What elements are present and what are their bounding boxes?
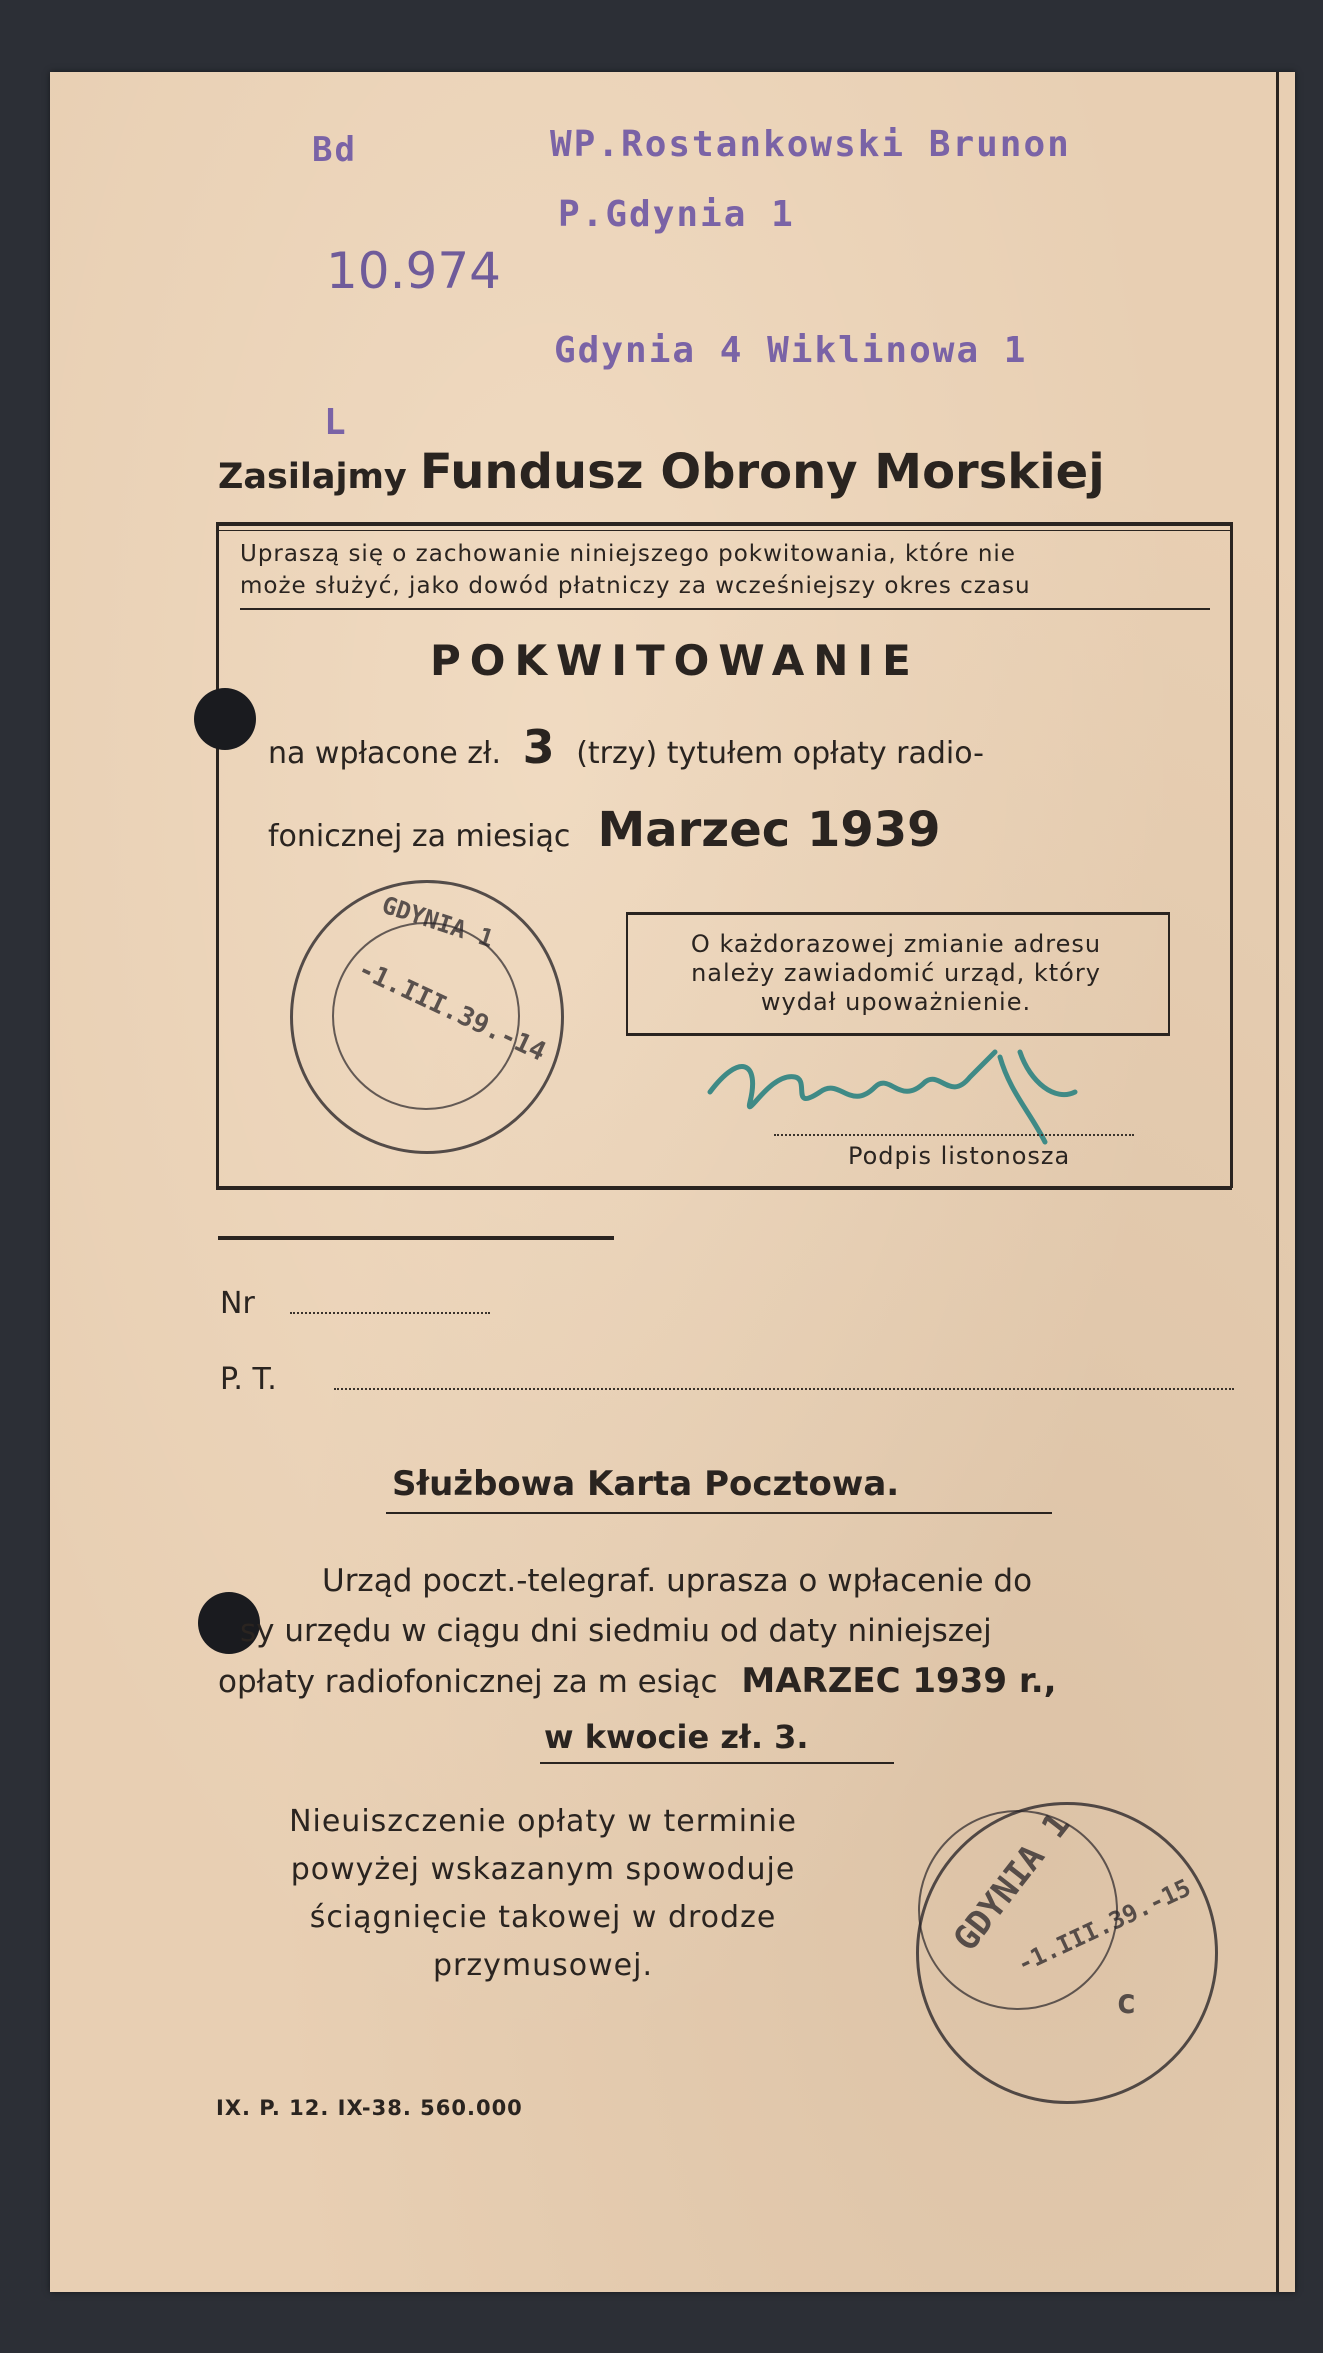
card-body-line3-text: opłaty radiofonicznej za m esiąc [218, 1664, 718, 1700]
pt-label: P. T. [220, 1362, 277, 1397]
office-code: Bd [312, 130, 357, 170]
receipt-month-line [268, 802, 941, 858]
receipt-notice-line2: może służyć, jako dowód płatniczy za wcześniejszy okres czasu [240, 573, 1031, 599]
card-body-line3 [218, 1656, 1268, 1707]
postmark-card-place: GDYNIA 1 [945, 1805, 1079, 1959]
category-letter: L [324, 402, 348, 443]
nr-label: Nr [220, 1286, 255, 1321]
card-body-month: MARZEC 1939 r., [741, 1661, 1057, 1701]
card-divider [218, 1236, 614, 1240]
receipt-paid-label: na wpłacone zł. [268, 736, 502, 771]
receipt-title: POKWITOWANIE [430, 636, 920, 685]
card-warning-line4: przymusowej. [433, 1948, 653, 1983]
slogan-prefix: Zasilajmy [218, 457, 407, 497]
receipt-fee-label: (trzy) tytułem opłaty radio- [576, 736, 984, 771]
recipient-name: WP.Rostankowski Brunon [550, 124, 1071, 165]
card-amount: w kwocie zł. 3. [544, 1718, 809, 1756]
receipt-left-border [216, 522, 219, 1188]
card-warning-line3: ściągnięcie takowej w drodze [309, 1900, 777, 1935]
card-body-line1: Urząd poczt.-telegraf. uprasza o wpłacenie do [322, 1563, 1033, 1599]
receipt-right-border [1230, 522, 1233, 1188]
right-edge-line [1276, 72, 1279, 2292]
punch-hole-top [194, 688, 256, 750]
card-warning-line1: Nieuiszczenie opłaty w terminie [289, 1804, 797, 1839]
postmark-receipt-date: -1.III.39.-14 [353, 954, 551, 1068]
card-body [218, 1556, 1268, 1707]
address-change-line3: wydał upoważnienie. [760, 988, 1032, 1016]
receipt-notice-line1: Upraszą się o zachowanie niniejszego pokwitowania, które nie [240, 541, 1016, 567]
receipt-month: Marzec 1939 [597, 802, 941, 858]
postmark-card-letter: c [1116, 1982, 1137, 2022]
card-title: Służbowa Karta Pocztowa. [392, 1464, 900, 1504]
receipt-bottom-border [216, 1186, 1232, 1190]
receipt-amount: 3 [522, 720, 555, 774]
address-change-notice [636, 930, 1156, 1017]
card-title-underline [386, 1512, 1052, 1514]
signature-text [770, 1062, 775, 1063]
recipient-address: Gdynia 4 Wiklinowa 1 [554, 330, 1028, 371]
address-change-line2: należy zawiadomić urząd, który [691, 959, 1101, 987]
postmark-receipt-place: GDYNIA 1 [378, 890, 498, 954]
signature-line [774, 1134, 1134, 1136]
card-amount-underline [540, 1762, 894, 1764]
address-change-line1: O każdorazowej zmianie adresu [690, 930, 1102, 958]
receipt-amount-line [268, 720, 984, 774]
form-code: IX. P. 12. IX-38. 560.000 [216, 2096, 523, 2120]
card-warning-line2: powyżej wskazanym spowoduje [290, 1852, 796, 1887]
postmark-card-date: -1.III.39.-15 [1012, 1873, 1195, 1979]
signature-label: Podpis listonosza [848, 1142, 1071, 1170]
receipt-notice [240, 538, 1031, 602]
slogan-main: Fundusz Obrony Morskiej [419, 444, 1105, 500]
receipt-top-border [216, 522, 1232, 526]
recipient-post-office: P.Gdynia 1 [558, 194, 795, 235]
card-body-line2: sy urzędu w ciągu dni siedmiu od daty niniejszej [240, 1613, 992, 1649]
slogan [218, 444, 1105, 500]
pt-field [334, 1388, 1234, 1390]
account-number: 10.974 [326, 242, 501, 300]
card-warning [218, 1798, 868, 1990]
notice-underline [240, 608, 1210, 610]
postal-document [50, 72, 1295, 2292]
nr-field [290, 1312, 490, 1314]
receipt-top-border-thin [216, 530, 1232, 531]
receipt-month-label: fonicznej za miesiąc [268, 819, 571, 854]
